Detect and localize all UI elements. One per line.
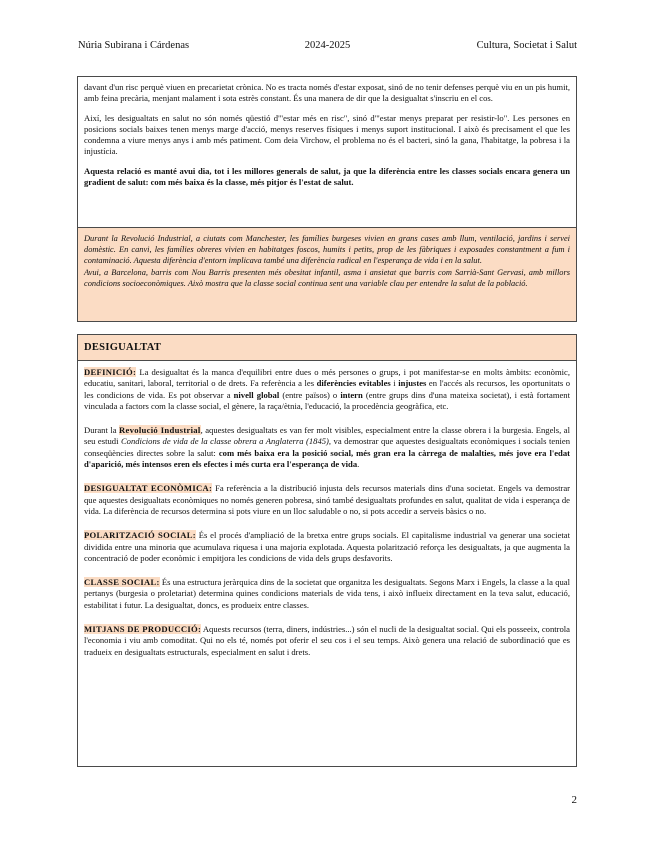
definicio-paragraph — [84, 367, 570, 412]
book-title: Condicions de vida de la classe obrera a Anglaterra (1845) — [120, 436, 329, 447]
header-year: 2024-2025 — [304, 40, 351, 51]
classe-term: CLASSE SOCIAL: — [84, 577, 160, 588]
mitjans-term: MITJANS DE PRODUCCIÓ: — [84, 624, 202, 635]
economica-term: DESIGUALTAT ECONÒMICA: — [84, 483, 213, 494]
intro-paragraph-2: Així, les desigualtats en salut no són només qüestió d'"estar més en risc", sinó d'"estar menys preparat per resistir-lo". Les persones en posicions socials baixes tenen menys marge d'acció, menys reserves físiques i menys suport institucional. I això és precisament el que les condemna a viure menys anys i amb més patiment. Com deia Virchow, el problema no és el bacteri, sinó la gana, l'habitatge, la pobresa i la injustícia. — [84, 112, 570, 157]
header-author: Núria Subirana i Cárdenas — [78, 40, 190, 51]
page-header — [78, 40, 577, 54]
text-span: , aquestes desigualtats es van fer molt visibles, especialment entre la classe obrera i la burgesia. Engels, al seu estudi — [84, 425, 570, 447]
revolucio-term: Revolució Industrial — [119, 425, 201, 436]
intro-paragraph-3: Aquesta relació es manté avui dia, tot i les millores generals de salut, ja que la diferència entre les classes socials encara genera un gradient de salut: com més baixa és la classe, més pitjor és l'estat de salut. — [84, 165, 570, 188]
polaritzacio-paragraph — [84, 530, 570, 564]
text-span: . — [357, 459, 360, 470]
classe-paragraph — [84, 577, 570, 611]
text-span: La desigualtat és la manca d'equilibri entre dues o més persones o grups, i pot manifestar-se en molts àmbits: econòmic, educatiu, sanitari, laboral, territorial o de drets. Fa referència a les — [84, 367, 570, 389]
text-span: És una estructura jeràrquica dins de la societat que organitza les desigualtats. Segons Marx i Engels, la classe a la qual pertanys (burgesia o proletariat) determina quines condicions materials de vida tens, i això influeix directament en la teva salut, educació, estabilitat i futur. La desigualtat, doncs, es produeix entre classes. — [84, 577, 570, 610]
section-title: DESIGUALTAT — [78, 335, 576, 361]
text-span: , va demostrar que aquestes desigualtats econòmiques i socials tenien conseqüències directes sobre la salut: — [84, 436, 571, 458]
text-span: Aquests recursos (terra, diners, indústries...) són el nucli de la desigualtat social. Qui els posseeix, controla l'economia i viu amb comoditat. Qui no els té, només pot oferir el seu cos i el seu temps. Això genera una relació de subordinació que es tradueix en desigualtats estructurals, especialment en salut i drets. — [84, 624, 570, 657]
bold-span: com més baixa era la posició social, més gran era la càrrega de malalties, més jove era l'edat d'aparició, més intensos eren els efectes i més curta era l'esperança de vida — [84, 447, 571, 470]
polaritzacio-term: POLARITZACIÓ SOCIAL: — [84, 530, 196, 541]
text-span: Durant la — [84, 425, 120, 436]
text-span: i — [390, 378, 399, 389]
text-span: en l'accés als recursos, les oportunitats o les condicions de vida. Es pot observar a — [84, 378, 571, 400]
example-note — [78, 227, 576, 321]
text-span: Fa referència a la distribució injusta dels recursos materials dins d'una societat. Engels va demostrar que aquestes desigualtats econòmiques no només generen pobresa, sinó també desigualtats profundes en salut, qualitat de vida i esperança de vida. La diferència de recursos determina si pots viure en un lloc saludable o no, si pots accedir a serveis bàsics o no. — [84, 483, 570, 516]
mitjans-paragraph — [84, 624, 570, 658]
text-span: És el procés d'ampliació de la bretxa entre grups socials. El capitalisme industrial va generar una societat dividida entre una minoria que acumulava riquesa i una majoria explotada. Aquesta polarització reforça les desigualtats, ja que augmenta la concentració de poder econòmic i empitjora les condicions de vida dels grups desfavorits. — [84, 530, 570, 563]
desigualtat-section — [77, 334, 577, 767]
text-span: (entre països) o — [279, 389, 341, 400]
revolucio-paragraph — [84, 425, 570, 470]
bold-span: intern — [340, 389, 363, 400]
page-number: 2 — [571, 794, 577, 806]
intro-paragraph-1: davant d'un risc perquè viuen en precarietat crònica. No es tracta només d'estar exposat, sinó de no tenir defenses perquè viu en un pis humit, amb feina precària, menjant malament i sota estrès constant. És una manera de dir que la desigualtat s'inscriu en el cos. — [84, 82, 570, 104]
bold-span: injustes — [398, 378, 427, 389]
bold-span: diferències evitables — [316, 378, 391, 389]
note-paragraph-1: Durant la Revolució Industrial, a ciutats com Manchester, les famílies burgeses vivien en grans cases amb llum, ventilació, jardins i servei domèstic. En canvi, les famílies obreres vivien en habitatges foscos, humits i petits, prop de les fàbriques i exposades constantment a fum i contaminació. Aquesta diferència d'entorn implicava també una diferència radical en l'esperança de vida i en la salut. — [84, 234, 570, 266]
header-course: Cultura, Societat i Salut — [476, 40, 577, 51]
bold-span: nivell global — [233, 389, 280, 400]
economica-paragraph — [84, 483, 570, 517]
text-span: (entre grups dins d'una mateixa societat), i està fortament vinculada a factors com la classe social, el gènere, la raça/ètnia, l'educació, la procedència geogràfica, etc. — [84, 389, 570, 411]
intro-box — [77, 76, 577, 322]
note-paragraph-2: Avui, a Barcelona, barris com Nou Barris presenten més obesitat infantil, asma i ansietat que barris com Sarrià-Sant Gervasi, amb millors condicions socioeconòmiques. Això mostra que la classe social continua sent una variable clau per entendre la salut de la població. — [84, 267, 570, 288]
definicio-term: DEFINICIÓ: — [84, 367, 137, 377]
